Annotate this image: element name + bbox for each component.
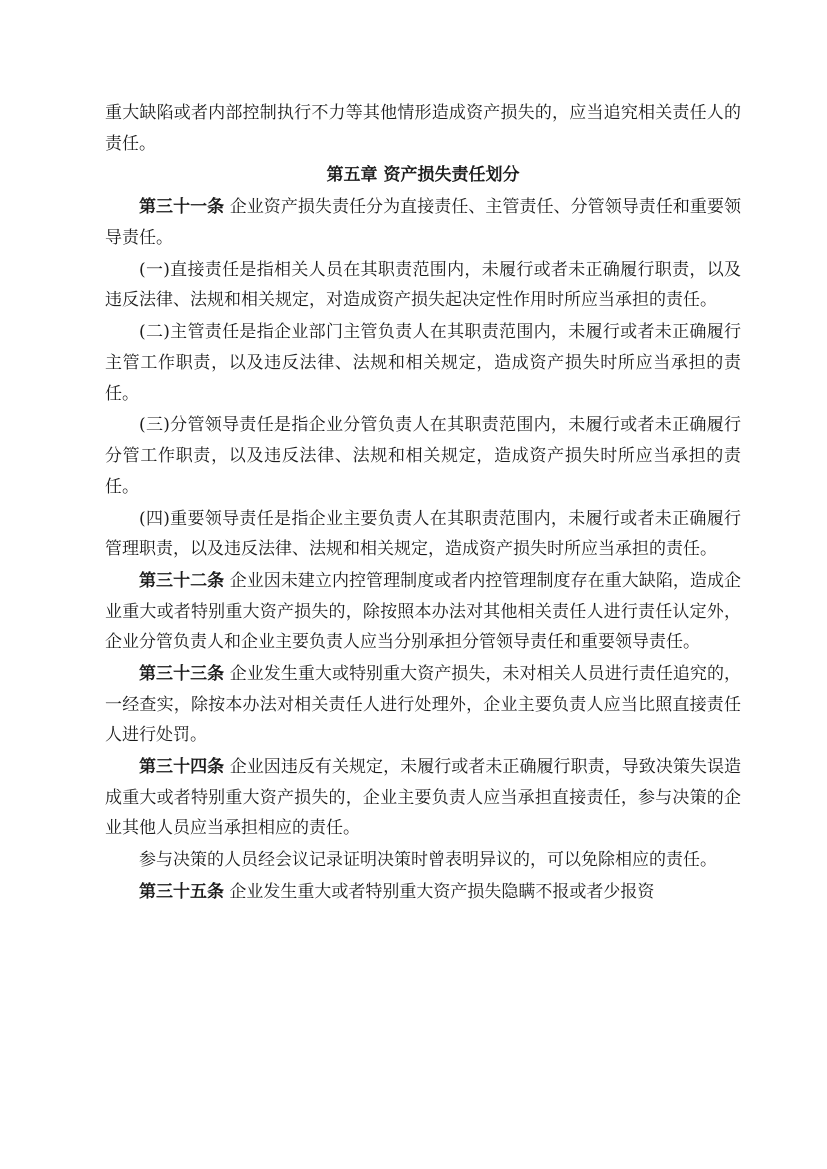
item-1: (一)直接责任是指相关人员在其职责范围内，未履行或者未正确履行职责，以及违反法律、法规和相关规定，对造成资产损失起决定性作用时所应当承担的责任。 xyxy=(105,259,741,311)
lead-paragraph: 重大缺陷或者内部控制执行不力等其他情形造成资产损失的，应当追究相关责任人的责任。 xyxy=(105,103,741,154)
document-page xyxy=(105,98,741,909)
article-31 xyxy=(105,192,741,253)
article-number: 第三十四条 xyxy=(139,757,225,778)
article-text: 企业发生重大或特别重大资产损失，未对相关人员进行责任追究的，一经查实，除按本办法对相关责任人进行处理外，企业主要负责人应当比照直接责任人进行处罚。 xyxy=(105,664,742,746)
item-4: (四)重要领导责任是指企业主要负责人在其职责范围内，未履行或者未正确履行管理职责，以及违反法律、法规和相关规定，造成资产损失时所应当承担的责任。 xyxy=(105,508,741,560)
article-34-note: 参与决策的人员经会议记录证明决策时曾表明异议的，可以免除相应的责任。 xyxy=(139,850,717,871)
article-text: 企业因违反有关规定，未履行或者未正确履行职责，导致决策失误造成重大或者特别重大资产损失的，企业主要负责人应当承担直接责任，参与决策的企业其他人员应当承担相应的责任。 xyxy=(105,757,742,839)
article-32 xyxy=(105,566,741,658)
article-text: 企业因未建立内控管理制度或者内控管理制度存在重大缺陷，造成企业重大或者特别重大资产损失的，除按照本办法对其他相关责任人进行责任认定外，企业分管负责人和企业主要负责人应当分别承担分管领导责任和重要领导责任。 xyxy=(105,570,742,653)
article-number: 第三十一条 xyxy=(139,197,225,218)
article-number: 第三十二条 xyxy=(139,570,225,591)
article-33 xyxy=(105,659,741,751)
article-number: 第三十五条 xyxy=(139,882,224,903)
item-3: (三)分管领导责任是指企业分管负责人在其职责范围内，未履行或者未正确履行分管工作职责，以及违反法律、法规和相关规定，造成资产损失时所应当承担的责任。 xyxy=(105,415,741,497)
article-text: 企业资产损失责任分为直接责任、主管责任、分管领导责任和重要领导责任。 xyxy=(105,197,742,248)
article-number: 第三十三条 xyxy=(139,664,225,685)
article-34 xyxy=(105,752,741,844)
item-2: (二)主管责任是指企业部门主管负责人在其职责范围内，未履行或者未正确履行主管工作职责，以及违反法律、法规和相关规定，造成资产损失时所应当承担的责任。 xyxy=(105,322,741,404)
article-text: 企业发生重大或者特别重大资产损失隐瞒不报或者少报资 xyxy=(229,882,655,903)
article-35 xyxy=(105,877,741,908)
chapter-title: 第五章 资产损失责任划分 xyxy=(326,165,520,186)
